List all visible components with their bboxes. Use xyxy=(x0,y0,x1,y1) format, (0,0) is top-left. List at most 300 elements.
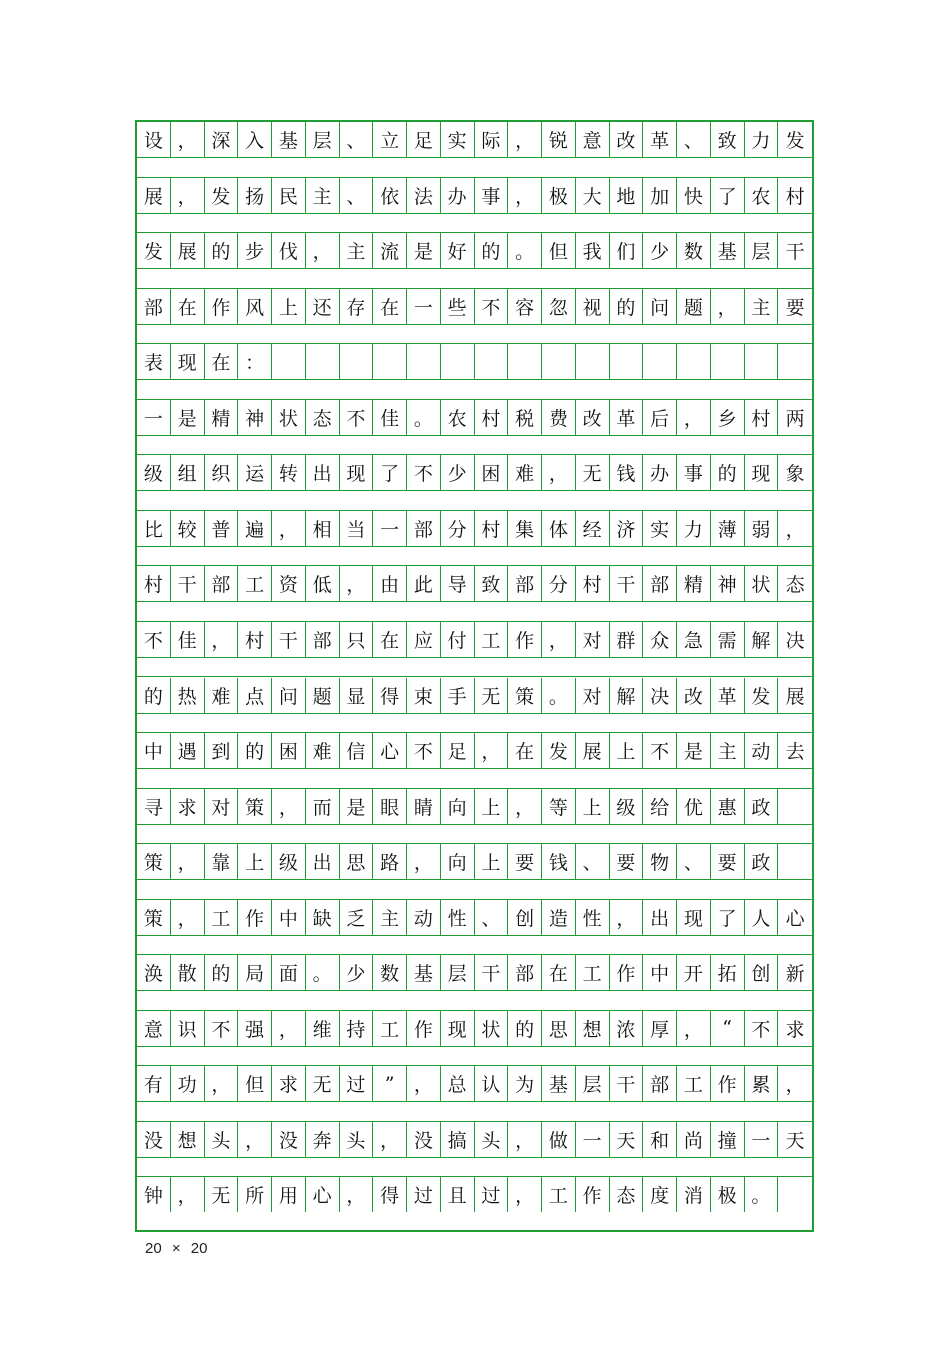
grid-cell: 办 xyxy=(643,455,677,490)
row-gap xyxy=(137,546,812,567)
grid-cell: 薄 xyxy=(711,511,745,546)
grid-cell: 现 xyxy=(171,344,205,379)
grid-cell: ， xyxy=(711,289,745,324)
grid-cell: 发 xyxy=(205,178,239,213)
grid-cell: 消 xyxy=(677,1177,711,1212)
grid-cell: 散 xyxy=(171,955,205,990)
grid-cell: 。 xyxy=(407,400,441,435)
grid-cell: 政 xyxy=(745,789,779,824)
grid-cell: 比 xyxy=(137,511,171,546)
grid-cell: 少 xyxy=(441,455,475,490)
grid-cell: 神 xyxy=(711,566,745,601)
grid-cell: 性 xyxy=(576,900,610,935)
grid-cell: ， xyxy=(171,178,205,213)
grid-cell: 但 xyxy=(542,233,576,268)
grid-row xyxy=(137,733,812,768)
grid-cell: 快 xyxy=(677,178,711,213)
row-gap xyxy=(137,213,812,234)
grid-cell: 容 xyxy=(508,289,542,324)
grid-cell: 维 xyxy=(306,1011,340,1046)
grid-cell: 神 xyxy=(238,400,272,435)
grid-cell: 、 xyxy=(340,122,374,157)
grid-cell: ， xyxy=(238,1122,272,1157)
grid-cell: 等 xyxy=(542,789,576,824)
grid-cell: 分 xyxy=(441,511,475,546)
grid-cell: 在 xyxy=(373,289,407,324)
grid-cell: 作 xyxy=(576,1177,610,1212)
row-gap xyxy=(137,824,812,845)
grid-cell: 做 xyxy=(542,1122,576,1157)
grid-cell: 作 xyxy=(205,289,239,324)
grid-cell: 动 xyxy=(407,900,441,935)
grid-row xyxy=(137,1122,812,1157)
grid-size-label xyxy=(145,1240,207,1257)
grid-cell: 部 xyxy=(306,622,340,657)
times-symbol: × xyxy=(171,1240,181,1257)
grid-row xyxy=(137,900,812,935)
grid-cell: 难 xyxy=(306,733,340,768)
grid-cell xyxy=(373,344,407,379)
grid-cell: 大 xyxy=(576,178,610,213)
grid-cell: ， xyxy=(610,900,644,935)
grid-cell: 风 xyxy=(238,289,272,324)
grid-cell xyxy=(407,344,441,379)
grid-cell: 上 xyxy=(576,789,610,824)
grid-cell: 些 xyxy=(441,289,475,324)
grid-cell: 的 xyxy=(508,1011,542,1046)
grid-row xyxy=(137,455,812,490)
grid-cell: 要 xyxy=(711,844,745,879)
grid-cell: 乏 xyxy=(340,900,374,935)
grid-cell: 出 xyxy=(643,900,677,935)
row-gap xyxy=(137,379,812,400)
grid-cell: 状 xyxy=(475,1011,509,1046)
grid-cell: 税 xyxy=(508,400,542,435)
grid-cell: 尚 xyxy=(677,1122,711,1157)
row-gap xyxy=(137,657,812,678)
grid-cell: 现 xyxy=(441,1011,475,1046)
grid-cell: 功 xyxy=(171,1066,205,1101)
grid-cell: 法 xyxy=(407,178,441,213)
grid-cell: 主 xyxy=(306,178,340,213)
grid-cell: 累 xyxy=(745,1066,779,1101)
grid-cell: 工 xyxy=(373,1011,407,1046)
grid-cell: 一 xyxy=(373,511,407,546)
grid-cell: 工 xyxy=(542,1177,576,1212)
grid-cell: 是 xyxy=(407,233,441,268)
grid-cell: 付 xyxy=(441,622,475,657)
grid-cell: ， xyxy=(785,1074,805,1097)
grid-cell: 头 xyxy=(340,1122,374,1157)
grid-row xyxy=(137,289,812,324)
grid-cell: 农 xyxy=(441,400,475,435)
grid-rows-count: 20 xyxy=(145,1240,162,1257)
grid-cell: 应 xyxy=(407,622,441,657)
grid-cell: 村 xyxy=(137,566,171,601)
grid-cell: 无 xyxy=(306,1066,340,1101)
grid-cell: 解 xyxy=(745,622,779,657)
grid-cell: 想 xyxy=(171,1122,205,1157)
grid-cell: 要 xyxy=(785,296,805,319)
grid-cell: 上 xyxy=(610,733,644,768)
grid-row xyxy=(137,511,812,546)
grid-cell: 导 xyxy=(441,566,475,601)
grid-cell: 对 xyxy=(576,678,610,713)
grid-cell: 无 xyxy=(475,678,509,713)
grid-cell xyxy=(576,344,610,379)
grid-cell: 作 xyxy=(508,622,542,657)
grid-cell: 不 xyxy=(407,733,441,768)
grid-cell: 村 xyxy=(238,622,272,657)
grid-cell: 革 xyxy=(711,678,745,713)
grid-cell: 的 xyxy=(475,233,509,268)
grid-cell: 在 xyxy=(171,289,205,324)
grid-cell: 不 xyxy=(643,733,677,768)
grid-cell: 人 xyxy=(745,900,779,935)
grid-cell: 对 xyxy=(205,789,239,824)
grid-cell: 干 xyxy=(475,955,509,990)
grid-cell: 组 xyxy=(171,455,205,490)
grid-cell: 工 xyxy=(205,900,239,935)
grid-cell: 持 xyxy=(340,1011,374,1046)
grid-cell xyxy=(745,344,779,379)
grid-cell: 级 xyxy=(610,789,644,824)
grid-cell: ， xyxy=(205,1066,239,1101)
grid-cell: 的 xyxy=(205,233,239,268)
grid-cell: 存 xyxy=(340,289,374,324)
grid-cell: 依 xyxy=(373,178,407,213)
grid-row xyxy=(137,1066,812,1101)
grid-cell: 心 xyxy=(306,1177,340,1212)
grid-cell: 由 xyxy=(373,566,407,601)
grid-cell: 乡 xyxy=(711,400,745,435)
grid-cell: 干 xyxy=(785,241,805,264)
grid-cell: 部 xyxy=(205,566,239,601)
grid-cell: 发 xyxy=(745,678,779,713)
grid-cell: 强 xyxy=(238,1011,272,1046)
grid-cell: 工 xyxy=(238,566,272,601)
grid-cell: 钱 xyxy=(610,455,644,490)
grid-cell: 策 xyxy=(508,678,542,713)
grid-cell: 。 xyxy=(508,233,542,268)
grid-cell: 。 xyxy=(306,955,340,990)
grid-cell xyxy=(475,344,509,379)
grid-cell: 实 xyxy=(441,122,475,157)
grid-cell: 上 xyxy=(475,844,509,879)
row-gap xyxy=(137,490,812,511)
grid-cell xyxy=(778,844,812,879)
grid-cell: 、 xyxy=(677,122,711,157)
grid-cell: 所 xyxy=(238,1177,272,1212)
grid-row xyxy=(137,955,812,990)
grid-cell: 象 xyxy=(785,463,805,486)
grid-cell: 遇 xyxy=(171,733,205,768)
grid-cell: 一 xyxy=(137,400,171,435)
grid-cell: 我 xyxy=(576,233,610,268)
grid-cell: 级 xyxy=(137,455,171,490)
grid-cell: 村 xyxy=(576,566,610,601)
grid-cell: 态 xyxy=(306,400,340,435)
grid-cell: 部 xyxy=(508,566,542,601)
grid-cell: 的 xyxy=(610,289,644,324)
grid-cell: 展 xyxy=(171,233,205,268)
grid-cell: 现 xyxy=(677,900,711,935)
grid-cell: 手 xyxy=(441,678,475,713)
grid-cell: 没 xyxy=(407,1122,441,1157)
grid-cell xyxy=(778,1177,812,1212)
grid-cell: 求 xyxy=(171,789,205,824)
manuscript-grid xyxy=(135,120,814,1232)
grid-cell: 在 xyxy=(508,733,542,768)
grid-cell: 开 xyxy=(677,955,711,990)
grid-cell: 数 xyxy=(373,955,407,990)
grid-cell: 力 xyxy=(745,122,779,157)
grid-cell: 缺 xyxy=(306,900,340,935)
grid-cell: 足 xyxy=(407,122,441,157)
grid-cell: ， xyxy=(508,1122,542,1157)
grid-cell: ， xyxy=(677,1011,711,1046)
grid-cell: 伐 xyxy=(272,233,306,268)
grid-cell: 村 xyxy=(475,511,509,546)
grid-cell: 到 xyxy=(205,733,239,768)
grid-cell: 经 xyxy=(576,511,610,546)
grid-cell: 上 xyxy=(272,289,306,324)
grid-cell: ， xyxy=(306,233,340,268)
row-gap xyxy=(137,157,812,178)
grid-cell: 问 xyxy=(272,678,306,713)
grid-cell xyxy=(677,344,711,379)
grid-cell: 干 xyxy=(171,566,205,601)
grid-cell: 运 xyxy=(238,455,272,490)
grid-cell: 发 xyxy=(137,233,171,268)
grid-cell: 拓 xyxy=(711,955,745,990)
grid-cell: 改 xyxy=(576,400,610,435)
grid-cell: 是 xyxy=(677,733,711,768)
grid-cell: 思 xyxy=(542,1011,576,1046)
grid-cell: 。 xyxy=(745,1177,779,1212)
grid-cell: 村 xyxy=(745,400,779,435)
row-gap xyxy=(137,935,812,956)
grid-cell: 佳 xyxy=(171,622,205,657)
grid-cell: ， xyxy=(542,455,576,490)
grid-cell xyxy=(711,344,745,379)
grid-cell: ， xyxy=(340,566,374,601)
grid-cell: 锐 xyxy=(542,122,576,157)
grid-cell: 的 xyxy=(711,455,745,490)
row-gap xyxy=(137,879,812,900)
grid-cell: 问 xyxy=(643,289,677,324)
grid-cell: 政 xyxy=(745,844,779,879)
grid-cell xyxy=(272,344,306,379)
grid-cell: 佳 xyxy=(373,400,407,435)
grid-cell: 面 xyxy=(272,955,306,990)
grid-row xyxy=(137,678,812,713)
grid-cell: ， xyxy=(171,122,205,157)
grid-cell: 要 xyxy=(610,844,644,879)
grid-cell: 是 xyxy=(171,400,205,435)
grid-cell: 一 xyxy=(407,289,441,324)
grid-cell: 加 xyxy=(643,178,677,213)
grid-cell: 度 xyxy=(643,1177,677,1212)
grid-cell: 信 xyxy=(340,733,374,768)
grid-cell: 点 xyxy=(238,678,272,713)
grid-cell: ， xyxy=(407,1066,441,1101)
grid-cell: 精 xyxy=(677,566,711,601)
grid-cell: 急 xyxy=(677,622,711,657)
grid-cell: 局 xyxy=(238,955,272,990)
grid-cell: 、 xyxy=(475,900,509,935)
grid-cell: 用 xyxy=(272,1177,306,1212)
grid-cell: 意 xyxy=(576,122,610,157)
grid-cell: 出 xyxy=(306,844,340,879)
grid-cell: ， xyxy=(677,400,711,435)
grid-cell: 困 xyxy=(475,455,509,490)
grid-cell: 热 xyxy=(171,678,205,713)
grid-cell: ， xyxy=(171,1177,205,1212)
grid-cell: 奔 xyxy=(306,1122,340,1157)
grid-cell: 策 xyxy=(238,789,272,824)
grid-cell: 要 xyxy=(508,844,542,879)
grid-cell: 作 xyxy=(238,900,272,935)
grid-cell: 造 xyxy=(542,900,576,935)
grid-cell: “ xyxy=(711,1011,745,1046)
grid-cell: 一 xyxy=(576,1122,610,1157)
grid-cell: 群 xyxy=(610,622,644,657)
grid-cell: 。 xyxy=(542,678,576,713)
grid-cell: 设 xyxy=(137,122,171,157)
row-gap xyxy=(137,713,812,734)
grid-cell: 性 xyxy=(441,900,475,935)
grid-cell: 致 xyxy=(711,122,745,157)
grid-cell: 对 xyxy=(576,622,610,657)
grid-cell: 众 xyxy=(643,622,677,657)
grid-cell: 村 xyxy=(475,400,509,435)
grid-cell xyxy=(340,344,374,379)
grid-cell: 策 xyxy=(137,900,171,935)
grid-row xyxy=(137,1177,812,1212)
grid-cell xyxy=(441,344,475,379)
grid-cell: 还 xyxy=(306,289,340,324)
grid-cell: ， xyxy=(508,122,542,157)
grid-cell: 无 xyxy=(205,1177,239,1212)
grid-cell: 决 xyxy=(643,678,677,713)
grid-cell: 村 xyxy=(785,185,805,208)
grid-cell: 上 xyxy=(238,844,272,879)
grid-cell: 革 xyxy=(643,122,677,157)
grid-cell: 际 xyxy=(475,122,509,157)
grid-cell: 中 xyxy=(272,900,306,935)
grid-cell: 立 xyxy=(373,122,407,157)
grid-cell: 发 xyxy=(785,130,805,152)
grid-cell: 遍 xyxy=(238,511,272,546)
grid-cell: 新 xyxy=(785,963,805,986)
grid-cell: 束 xyxy=(407,678,441,713)
row-gap xyxy=(137,601,812,622)
grid-cell: 意 xyxy=(137,1011,171,1046)
grid-cell: 革 xyxy=(610,400,644,435)
grid-row xyxy=(137,233,812,268)
grid-cell: 态 xyxy=(785,574,805,597)
grid-cell: ， xyxy=(340,1177,374,1212)
grid-cell: 没 xyxy=(137,1122,171,1157)
grid-cell: 求 xyxy=(785,1018,805,1041)
grid-row xyxy=(137,400,812,435)
grid-cell: 总 xyxy=(441,1066,475,1101)
grid-cell: 部 xyxy=(137,289,171,324)
grid-cell xyxy=(306,344,340,379)
grid-cell: 给 xyxy=(643,789,677,824)
grid-cell: 状 xyxy=(745,566,779,601)
grid-cell: 中 xyxy=(643,955,677,990)
grid-cell: 难 xyxy=(508,455,542,490)
grid-cell: 扬 xyxy=(238,178,272,213)
grid-cell: 资 xyxy=(272,566,306,601)
grid-cell: 出 xyxy=(306,455,340,490)
grid-cell: 入 xyxy=(238,122,272,157)
grid-cell: 层 xyxy=(441,955,475,990)
grid-cell: 靠 xyxy=(205,844,239,879)
grid-cell: 层 xyxy=(576,1066,610,1101)
grid-cell: 部 xyxy=(407,511,441,546)
grid-cell: 是 xyxy=(340,789,374,824)
grid-cell: 作 xyxy=(711,1066,745,1101)
grid-cell: 状 xyxy=(272,400,306,435)
grid-row xyxy=(137,122,812,157)
grid-cell: ， xyxy=(407,844,441,879)
grid-cell: 相 xyxy=(306,511,340,546)
grid-row xyxy=(137,344,812,379)
grid-cell: ， xyxy=(171,900,205,935)
grid-cell: 作 xyxy=(610,955,644,990)
grid-cell: 解 xyxy=(610,678,644,713)
grid-cell: 创 xyxy=(508,900,542,935)
grid-cell: 为 xyxy=(508,1066,542,1101)
row-gap xyxy=(137,1046,812,1067)
grid-cell: ， xyxy=(373,1122,407,1157)
grid-cell: 没 xyxy=(272,1122,306,1157)
grid-cell: 表 xyxy=(137,344,171,379)
grid-cell: 难 xyxy=(205,678,239,713)
grid-cell: 层 xyxy=(306,122,340,157)
grid-cell: 不 xyxy=(407,455,441,490)
grid-cell: 发 xyxy=(542,733,576,768)
grid-cell: 心 xyxy=(785,907,805,930)
grid-cell: 只 xyxy=(340,622,374,657)
grid-cell: 天 xyxy=(785,1129,805,1152)
grid-cell xyxy=(778,789,812,824)
grid-cell: ， xyxy=(272,1011,306,1046)
grid-cell: 工 xyxy=(576,955,610,990)
grid-cell: 了 xyxy=(711,900,745,935)
grid-cell: 不 xyxy=(137,622,171,657)
grid-cell: 作 xyxy=(407,1011,441,1046)
grid-cell: 想 xyxy=(576,1011,610,1046)
grid-cell: 厚 xyxy=(643,1011,677,1046)
grid-cell: 部 xyxy=(643,1066,677,1101)
grid-cell: 干 xyxy=(610,1066,644,1101)
grid-cell: 展 xyxy=(785,685,805,708)
grid-cell xyxy=(610,344,644,379)
grid-cell: 改 xyxy=(677,678,711,713)
grid-cell: 的 xyxy=(238,733,272,768)
grid-cell: 部 xyxy=(643,566,677,601)
grid-cell xyxy=(778,344,812,379)
grid-cell: 干 xyxy=(610,566,644,601)
grid-cell: 主 xyxy=(340,233,374,268)
grid-cell: 层 xyxy=(745,233,779,268)
grid-cell: 在 xyxy=(373,622,407,657)
grid-cell: 极 xyxy=(542,178,576,213)
